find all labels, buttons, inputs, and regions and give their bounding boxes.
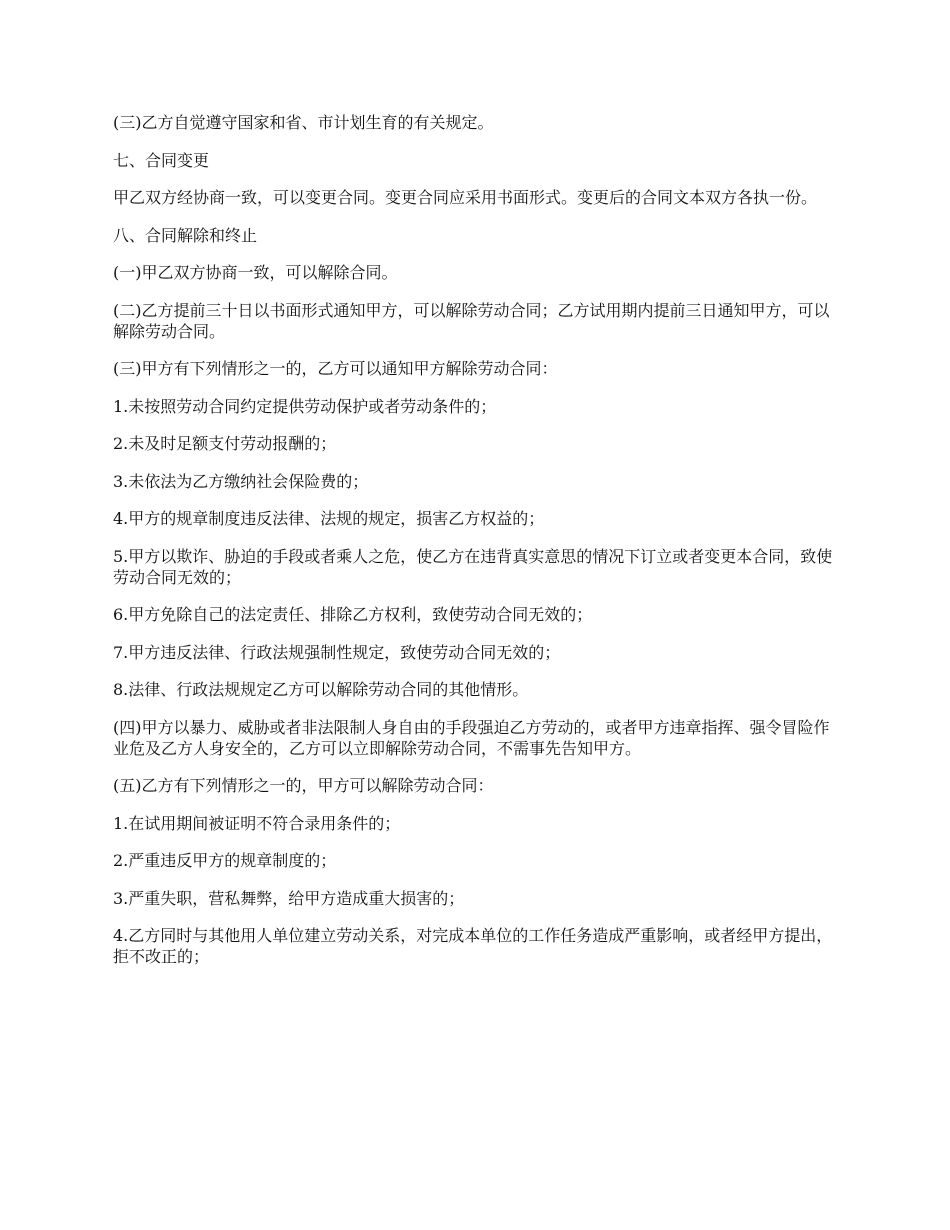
list-item: 3.严重失职，营私舞弊，给甲方造成重大损害的； [113,888,465,908]
list-item: 6.甲方免除自己的法定责任、排除乙方权利，致使劳动合同无效的； [113,605,593,624]
list-item: 2.未及时足额支付劳动报酬的； [113,434,337,453]
section-heading-contract-change: 七、合同变更 [113,150,210,170]
clause-3-family-planning: (三)乙方自觉遵守国家和省、市计划生育的有关规定。 [113,113,494,132]
clause-4-immediate-termination: (四)甲方以暴力、威胁或者非法限制人身自由的手段强迫乙方劳动的，或者甲方违章指挥、强令冒险作业危及乙方人身安全的，乙方可以立即解除劳动合同，不需事先告知甲方。 [113,717,830,758]
list-item: 7.甲方违反法律、行政法规强制性规定，致使劳动合同无效的； [113,642,561,662]
paragraph-contract-change: 甲乙双方经协商一致，可以变更合同。变更合同应采用书面形式。变更后的合同文本双方各执一份。 [113,188,818,207]
list-item: 8.法律、行政法规规定乙方可以解除劳动合同的其他情形。 [113,680,529,699]
list-item: 1.未按照劳动合同约定提供劳动保护或者劳动条件的； [113,396,497,416]
list-item: 1.在试用期间被证明不符合录用条件的； [113,813,401,833]
clause-5-employer-termination-conditions: (五)乙方有下列情形之一的，甲方可以解除劳动合同： [113,776,494,795]
clause-3-employee-termination-conditions: (三)甲方有下列情形之一的，乙方可以通知甲方解除劳动合同： [113,359,558,378]
list-item: 5.甲方以欺诈、胁迫的手段或者乘人之危，使乙方在违背真实意思的情况下订立或者变更本合同，致使劳动合同无效的； [113,546,833,587]
list-item: 2.严重违反甲方的规章制度的； [113,851,337,870]
section-heading-termination: 八、合同解除和终止 [113,225,258,245]
list-item: 3.未依法为乙方缴纳社会保险费的； [113,471,369,491]
clause-1-mutual-termination: (一)甲乙双方协商一致，可以解除合同。 [113,263,398,282]
clause-2-notice-termination: (二)乙方提前三十日以书面形式通知甲方，可以解除劳动合同；乙方试用期内提前三日通知甲方，可以解除劳动合同。 [113,300,830,341]
list-item: 4.甲方的规章制度违反法律、法规的规定，损害乙方权益的； [113,509,545,528]
list-item: 4.乙方同时与其他用人单位建立劳动关系，对完成本单位的工作任务造成严重影响，或者经甲方提出，拒不改正的； [113,926,833,966]
document-page [113,112,843,984]
